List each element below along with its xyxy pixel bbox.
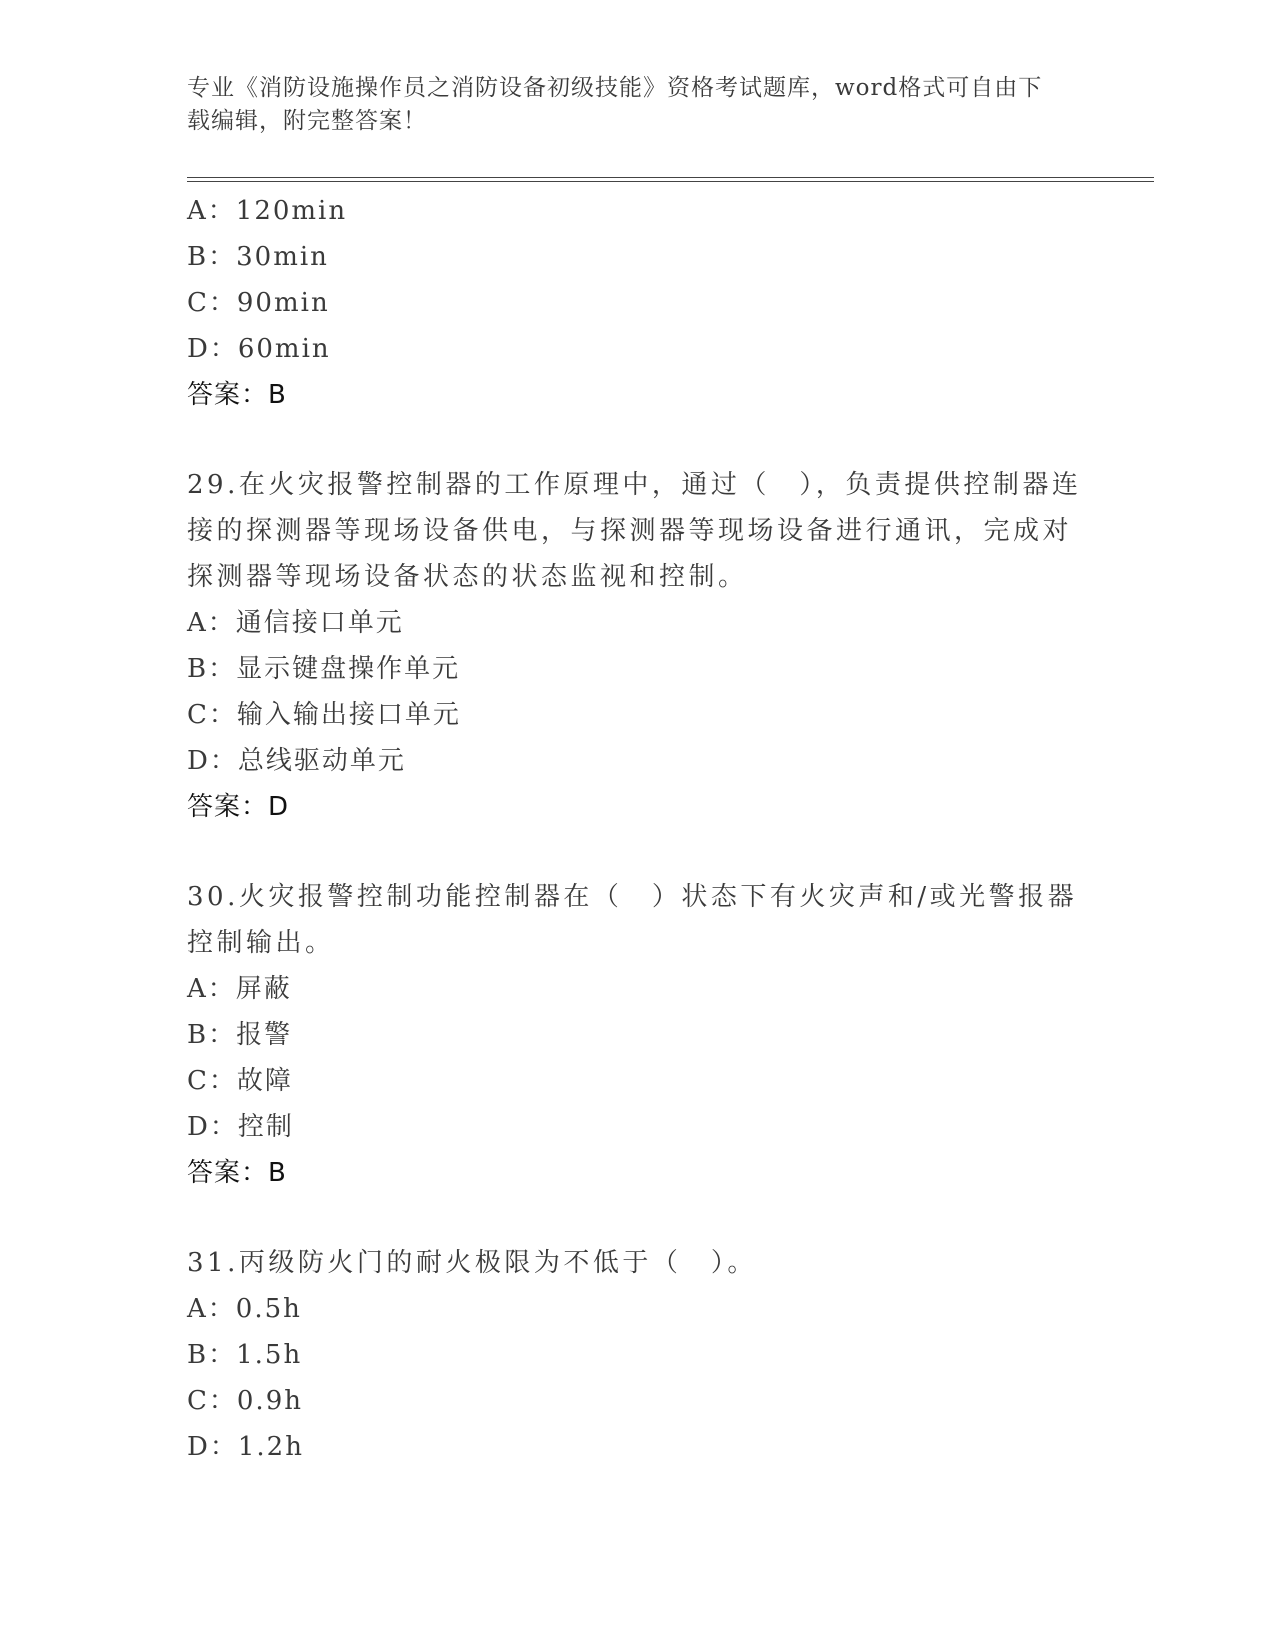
question-stem-line: 31.丙级防火门的耐火极限为不低于（ ）。 [187,1248,757,1278]
option-d: D：60min [187,334,331,364]
option-b: B：30min [187,242,329,272]
question-stem-line: 接的探测器等现场设备供电，与探测器等现场设备进行通讯，完成对 [187,516,1073,546]
answer-line: 答案：D [187,792,290,822]
answer-line: 答案：B [187,1158,287,1188]
option-d: D：控制 [187,1112,294,1142]
question-stem-line: 控制输出。 [187,928,335,958]
option-d: D：1.2h [187,1432,304,1462]
option-b: B：报警 [187,1020,293,1050]
question-29 [187,462,1087,830]
option-c: C：故障 [187,1066,293,1096]
question-31 [187,1240,1087,1470]
option-a: A：屏蔽 [187,974,292,1004]
option-a: A：0.5h [187,1294,302,1324]
question-stem-line: 30.火灾报警控制功能控制器在（ ）状态下有火灾声和/或光警报器 [187,882,1078,912]
question-28-continued [187,188,1087,418]
option-b: B：显示键盘操作单元 [187,654,461,684]
spacer [187,830,1087,874]
spacer [187,418,1087,462]
answer-line: 答案：B [187,380,287,410]
question-stem-line: 探测器等现场设备状态的状态监视和控制。 [187,562,748,592]
header-divider [187,177,1154,182]
question-list [187,188,1087,1470]
option-c: C：输入输出接口单元 [187,700,461,730]
spacer [187,1196,1087,1240]
option-a: A：120min [187,196,348,226]
option-d: D：总线驱动单元 [187,746,406,776]
header-line-2: 载编辑，附完整答案！ [187,108,427,134]
header-line-1: 专业《消防设施操作员之消防设备初级技能》资格考试题库，word格式可自由下 [187,75,1043,101]
option-c: C：0.9h [187,1386,303,1416]
option-a: A：通信接口单元 [187,608,404,638]
option-b: B：1.5h [187,1340,303,1370]
document-header [187,72,1067,138]
question-30 [187,874,1087,1196]
option-c: C：90min [187,288,330,318]
question-stem-line: 29.在火灾报警控制器的工作原理中，通过（ ），负责提供控制器连 [187,470,1082,500]
